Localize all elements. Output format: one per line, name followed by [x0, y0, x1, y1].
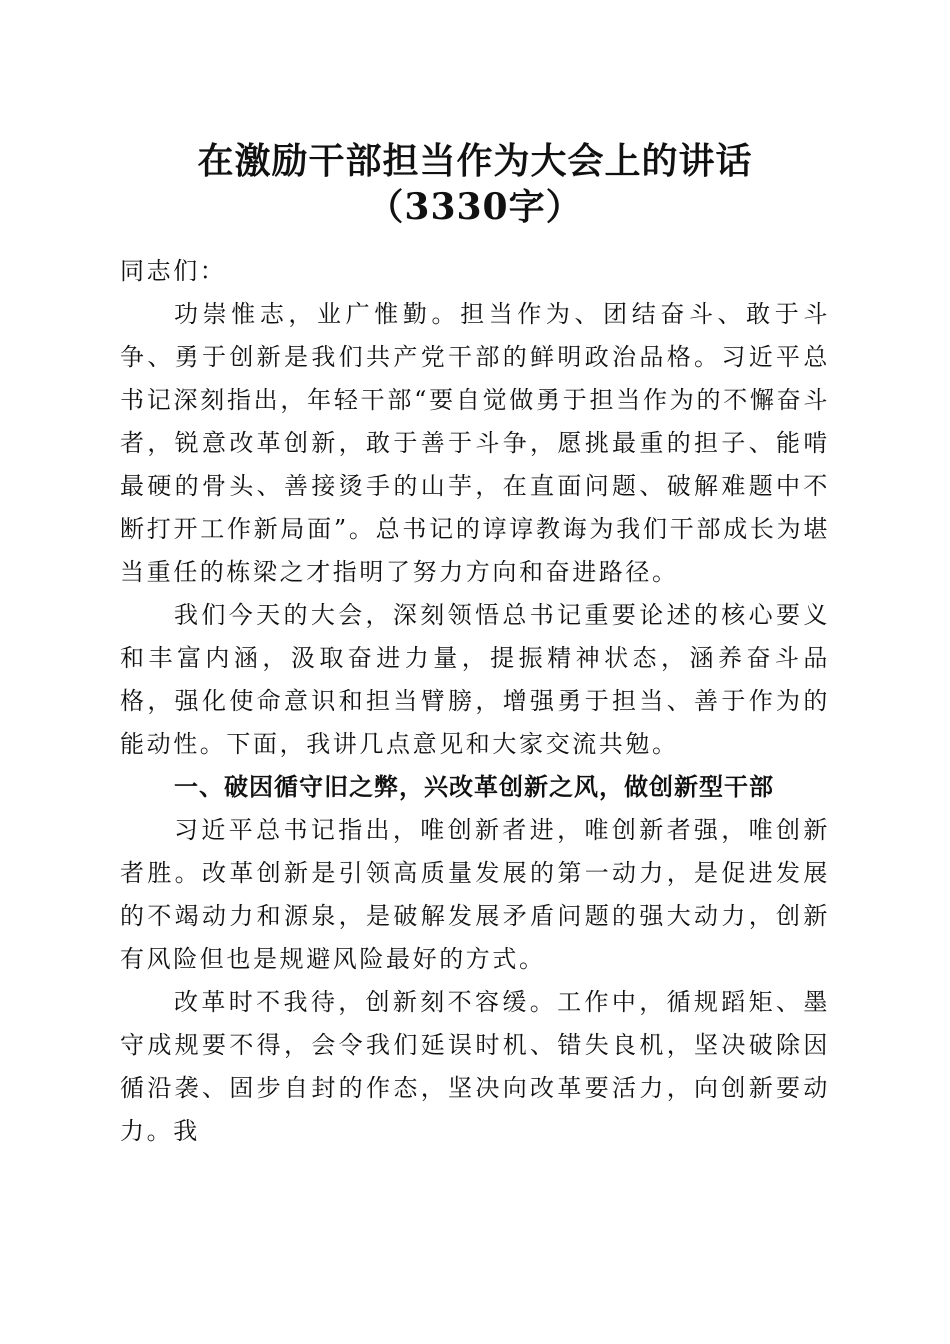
greeting: 同志们：: [120, 257, 227, 285]
paragraph-intro: 功崇惟志，业广惟勤。担当作为、团结奋斗、敢于斗争、勇于创新是我们共产党干部的鲜明政治品格。习近平总书记深刻指出，年轻干部“要自觉做勇于担当作为的不懈奋斗者，锐意改革创新，敢于善于斗争，愿挑最重的担子、能啃最硬的骨头、善接烫手的山芋，在直面问题、破解难题中不断打开工作新局面”。总书记的谆谆教诲为我们干部成长为堪当重任的栋梁之才指明了努力方向和奋进路径。: [120, 300, 830, 586]
section1-paragraph-2: 改革时不我待，创新刻不容缓。工作中，循规蹈矩、墨守成规要不得，会令我们延误时机、错失良机，坚决破除因循沿袭、固步自封的作态，坚决向改革要活力，向创新要动力。我: [120, 988, 830, 1145]
document-body: [120, 250, 830, 1153]
section1-paragraph-1: 习近平总书记指出，唯创新者进，唯创新者强，唯创新者胜。改革创新是引领高质量发展的第一动力，是促进发展的不竭动力和源泉，是破解发展矛盾问题的强大动力，创新有风险但也是规避风险最好的方式。: [120, 816, 830, 973]
paragraph-purpose: 我们今天的大会，深刻领悟总书记重要论述的核心要义和丰富内涵，汲取奋进力量，提振精神状态，涵养奋斗品格，强化使命意识和担当臂膀，增强勇于担当、善于作为的能动性。下面，我讲几点意见和大家交流共勉。: [120, 601, 830, 758]
document-title: 在激励干部担当作为大会上的讲话（3330字）: [197, 140, 753, 228]
section-heading-1: 一、破因循守旧之弊，兴改革创新之风，做创新型干部: [174, 773, 774, 801]
